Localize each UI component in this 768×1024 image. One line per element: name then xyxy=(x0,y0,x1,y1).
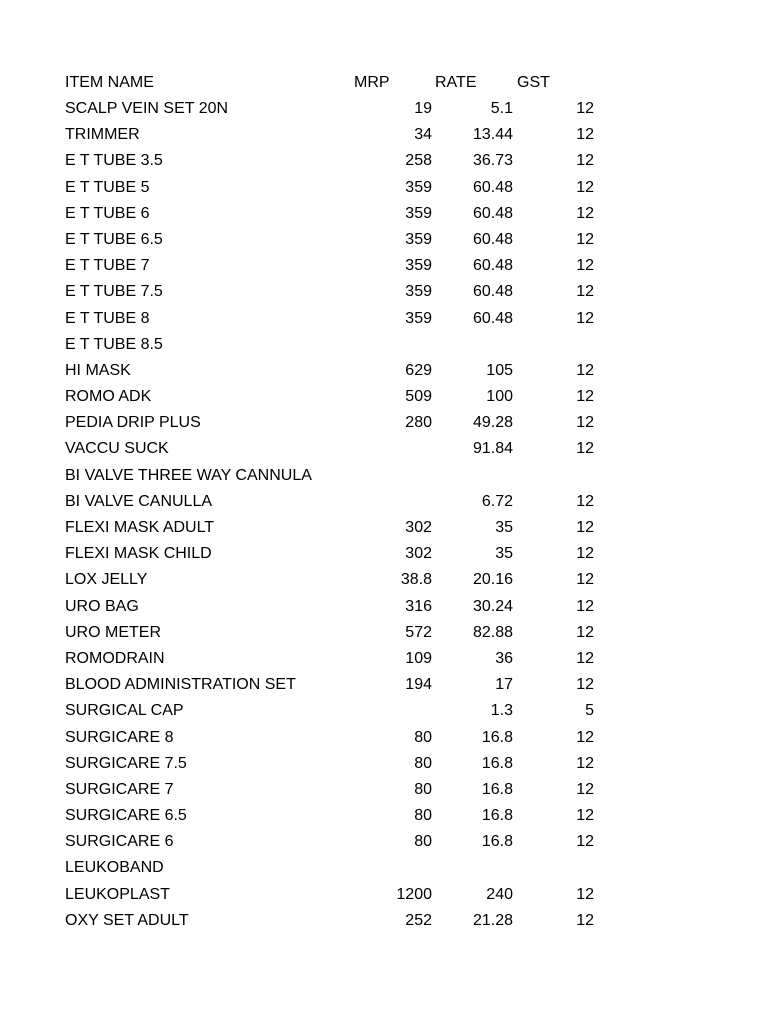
mrp-cell: 1200 xyxy=(396,885,432,903)
gst-cell: 12 xyxy=(576,257,594,275)
table-row xyxy=(0,332,768,358)
rate-cell: 240 xyxy=(486,885,513,903)
mrp-cell: 302 xyxy=(405,519,432,536)
table-row xyxy=(0,620,768,646)
rate-cell: 16.8 xyxy=(481,728,513,746)
table-header xyxy=(0,70,768,96)
rate-cell: 5.1 xyxy=(490,100,513,117)
mrp-cell: 572 xyxy=(405,623,432,641)
rate-cell: 100 xyxy=(486,388,513,406)
mrp-cell: 80 xyxy=(414,728,432,746)
rate-cell: 16.8 xyxy=(481,754,513,772)
table-row xyxy=(0,384,768,410)
mrp-cell: 252 xyxy=(405,911,432,929)
gst-cell: 12 xyxy=(576,283,594,301)
table-row xyxy=(0,672,768,698)
table-row xyxy=(0,410,768,436)
table-row xyxy=(0,175,768,201)
rate-cell: 82.88 xyxy=(472,623,513,641)
rate-cell: 16.8 xyxy=(481,807,513,825)
gst-cell: 12 xyxy=(576,309,594,327)
rate-cell: 30.24 xyxy=(472,597,513,615)
table-row xyxy=(0,358,768,384)
item-name-cell: LOX JELLY xyxy=(65,571,148,589)
item-name-cell: SURGICARE 7 xyxy=(65,780,174,798)
item-name-cell: SCALP VEIN SET 20N xyxy=(65,100,229,117)
mrp-cell: 258 xyxy=(405,152,432,170)
table-row xyxy=(0,96,768,122)
item-name-cell: URO METER xyxy=(65,623,161,641)
item-name-cell: E T TUBE 7 xyxy=(65,257,150,275)
rate-cell: 6.72 xyxy=(481,492,513,510)
mrp-cell: 359 xyxy=(405,309,432,327)
gst-cell: 12 xyxy=(576,807,594,825)
table-row xyxy=(0,201,768,227)
rate-cell: 60.48 xyxy=(472,283,513,301)
mrp-cell: 80 xyxy=(414,780,432,798)
table-row xyxy=(0,698,768,724)
table-row xyxy=(0,646,768,672)
mrp-cell: 34 xyxy=(414,126,432,144)
mrp-cell: 359 xyxy=(405,257,432,275)
header-gst: GST xyxy=(517,74,550,91)
header-rate: RATE xyxy=(435,74,477,91)
gst-cell: 12 xyxy=(576,178,594,196)
gst-cell: 12 xyxy=(576,754,594,772)
item-name-cell: BI VALVE THREE WAY CANNULA xyxy=(65,466,312,484)
rate-cell: 13.44 xyxy=(472,126,513,144)
rate-cell: 36 xyxy=(495,649,513,667)
rate-cell: 17 xyxy=(495,676,513,694)
gst-cell: 12 xyxy=(576,126,594,144)
gst-cell: 12 xyxy=(576,833,594,851)
item-name-cell: SURGICAL CAP xyxy=(65,702,184,720)
gst-cell: 12 xyxy=(576,623,594,641)
mrp-cell: 109 xyxy=(405,649,432,667)
item-name-cell: OXY SET ADULT xyxy=(65,911,189,929)
gst-cell: 12 xyxy=(576,100,594,117)
item-name-cell: FLEXI MASK ADULT xyxy=(65,519,215,536)
header-item-name: ITEM NAME xyxy=(65,74,154,91)
gst-cell: 12 xyxy=(576,545,594,563)
item-name-cell: URO BAG xyxy=(65,597,139,615)
rate-cell: 20.16 xyxy=(472,571,513,589)
mrp-cell: 302 xyxy=(405,545,432,563)
rate-cell: 35 xyxy=(495,545,513,563)
mrp-cell: 38.8 xyxy=(400,571,432,589)
item-name-cell: PEDIA DRIP PLUS xyxy=(65,414,201,432)
table-row xyxy=(0,751,768,777)
item-name-cell: E T TUBE 6 xyxy=(65,204,150,222)
rate-cell: 91.84 xyxy=(472,440,513,458)
table-row xyxy=(0,855,768,881)
gst-cell: 12 xyxy=(576,361,594,379)
gst-cell: 12 xyxy=(576,571,594,589)
gst-cell: 12 xyxy=(576,911,594,929)
rate-cell: 21.28 xyxy=(472,911,513,929)
mrp-cell: 80 xyxy=(414,754,432,772)
table-row xyxy=(0,436,768,462)
item-name-cell: VACCU SUCK xyxy=(65,440,169,458)
mrp-cell: 280 xyxy=(405,414,432,432)
table-row xyxy=(0,463,768,489)
table-row xyxy=(0,803,768,829)
gst-cell: 12 xyxy=(576,388,594,406)
header-mrp: MRP xyxy=(354,74,390,91)
item-name-cell: E T TUBE 6.5 xyxy=(65,230,163,248)
mrp-cell: 194 xyxy=(405,676,432,694)
item-name-cell: SURGICARE 6 xyxy=(65,833,174,851)
item-name-cell: E T TUBE 8 xyxy=(65,309,150,327)
table-row xyxy=(0,489,768,515)
gst-cell: 12 xyxy=(576,519,594,536)
table-row xyxy=(0,253,768,279)
rate-cell: 35 xyxy=(495,519,513,536)
mrp-cell: 509 xyxy=(405,388,432,406)
table-row xyxy=(0,306,768,332)
mrp-cell: 359 xyxy=(405,204,432,222)
item-name-cell: ROMODRAIN xyxy=(65,649,165,667)
item-name-cell: LEUKOBAND xyxy=(65,859,164,877)
table-row xyxy=(0,122,768,148)
rate-cell: 60.48 xyxy=(472,204,513,222)
table-row xyxy=(0,777,768,803)
rate-cell: 60.48 xyxy=(472,309,513,327)
item-name-cell: E T TUBE 8.5 xyxy=(65,335,163,353)
gst-cell: 12 xyxy=(576,230,594,248)
table-row xyxy=(0,829,768,855)
item-name-cell: E T TUBE 5 xyxy=(65,178,150,196)
table-row xyxy=(0,148,768,174)
gst-cell: 12 xyxy=(576,152,594,170)
rate-cell: 36.73 xyxy=(472,152,513,170)
gst-cell: 12 xyxy=(576,780,594,798)
item-name-cell: TRIMMER xyxy=(65,126,140,144)
mrp-cell: 629 xyxy=(405,361,432,379)
gst-cell: 12 xyxy=(576,440,594,458)
table-row xyxy=(0,567,768,593)
table-row xyxy=(0,882,768,908)
gst-cell: 12 xyxy=(576,414,594,432)
rate-cell: 16.8 xyxy=(481,833,513,851)
mrp-cell: 359 xyxy=(405,178,432,196)
item-name-cell: LEUKOPLAST xyxy=(65,885,170,903)
table-row xyxy=(0,594,768,620)
rate-cell: 16.8 xyxy=(481,780,513,798)
item-name-cell: BI VALVE CANULLA xyxy=(65,492,213,510)
gst-cell: 12 xyxy=(576,597,594,615)
mrp-cell: 359 xyxy=(405,283,432,301)
mrp-cell: 359 xyxy=(405,230,432,248)
gst-cell: 12 xyxy=(576,492,594,510)
table-row xyxy=(0,227,768,253)
table-row xyxy=(0,279,768,305)
gst-cell: 12 xyxy=(576,204,594,222)
item-name-cell: FLEXI MASK CHILD xyxy=(65,545,212,563)
mrp-cell: 316 xyxy=(405,597,432,615)
item-table xyxy=(0,96,768,934)
item-name-cell: BLOOD ADMINISTRATION SET xyxy=(65,676,296,694)
item-name-cell: E T TUBE 7.5 xyxy=(65,283,163,301)
item-name-cell: SURGICARE 6.5 xyxy=(65,807,187,825)
table-row xyxy=(0,541,768,567)
mrp-cell: 80 xyxy=(414,833,432,851)
gst-cell: 12 xyxy=(576,728,594,746)
item-name-cell: SURGICARE 7.5 xyxy=(65,754,187,772)
gst-cell: 12 xyxy=(576,676,594,694)
gst-cell: 5 xyxy=(585,702,594,720)
rate-cell: 60.48 xyxy=(472,178,513,196)
mrp-cell: 19 xyxy=(414,100,432,117)
gst-cell: 12 xyxy=(576,649,594,667)
item-name-cell: HI MASK xyxy=(65,361,131,379)
item-name-cell: E T TUBE 3.5 xyxy=(65,152,163,170)
rate-cell: 60.48 xyxy=(472,257,513,275)
mrp-cell: 80 xyxy=(414,807,432,825)
table-row xyxy=(0,725,768,751)
rate-cell: 1.3 xyxy=(490,702,513,720)
rate-cell: 49.28 xyxy=(472,414,513,432)
table-row xyxy=(0,515,768,541)
item-name-cell: SURGICARE 8 xyxy=(65,728,174,746)
table-row xyxy=(0,908,768,934)
item-name-cell: ROMO ADK xyxy=(65,388,152,406)
rate-cell: 105 xyxy=(486,361,513,379)
rate-cell: 60.48 xyxy=(472,230,513,248)
gst-cell: 12 xyxy=(576,885,594,903)
